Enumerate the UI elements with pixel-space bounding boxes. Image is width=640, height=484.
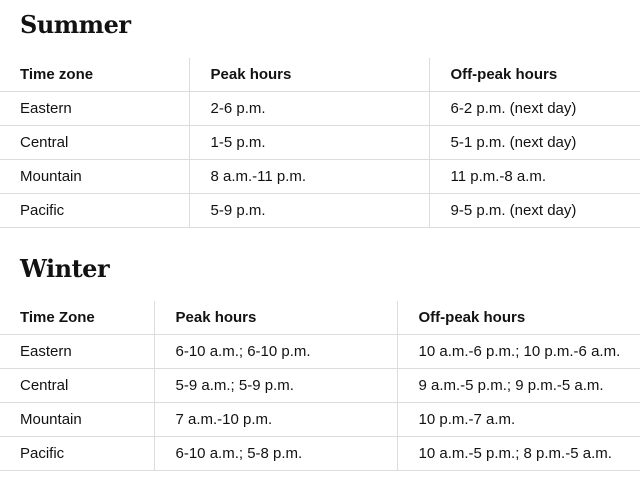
time-zone-cell: Central: [0, 126, 189, 160]
peak-hours-cell: 7 a.m.-10 p.m.: [154, 403, 397, 437]
table-row: [0, 194, 640, 228]
winter-heading: Winter: [20, 254, 110, 283]
column-header-off-peak-hours: Off-peak hours: [429, 58, 640, 92]
table-row: [0, 369, 640, 403]
off-peak-hours-cell: 5-1 p.m. (next day): [429, 126, 640, 160]
off-peak-hours-cell: 6-2 p.m. (next day): [429, 92, 640, 126]
time-zone-cell: Mountain: [0, 403, 154, 437]
column-header-time-zone: Time Zone: [0, 301, 154, 335]
table-row: [0, 160, 640, 194]
peak-hours-cell: 1-5 p.m.: [189, 126, 429, 160]
peak-hours-cell: 2-6 p.m.: [189, 92, 429, 126]
off-peak-hours-cell: 9-5 p.m. (next day): [429, 194, 640, 228]
time-zone-cell: Eastern: [0, 335, 154, 369]
off-peak-hours-cell: 10 p.m.-7 a.m.: [397, 403, 640, 437]
peak-hours-cell: 6-10 a.m.; 5-8 p.m.: [154, 437, 397, 471]
column-header-peak-hours: Peak hours: [189, 58, 429, 92]
winter-table: [0, 301, 640, 471]
column-header-time-zone: Time zone: [0, 58, 189, 92]
column-header-peak-hours: Peak hours: [154, 301, 397, 335]
summer-heading: Summer: [20, 10, 131, 39]
table-row: [0, 126, 640, 160]
summer-table: [0, 58, 640, 228]
peak-hours-cell: 5-9 p.m.: [189, 194, 429, 228]
time-zone-cell: Pacific: [0, 437, 154, 471]
peak-hours-cell: 5-9 a.m.; 5-9 p.m.: [154, 369, 397, 403]
off-peak-hours-cell: 10 a.m.-5 p.m.; 8 p.m.-5 a.m.: [397, 437, 640, 471]
table-row: [0, 335, 640, 369]
time-zone-cell: Mountain: [0, 160, 189, 194]
off-peak-hours-cell: 9 a.m.-5 p.m.; 9 p.m.-5 a.m.: [397, 369, 640, 403]
table-row: [0, 437, 640, 471]
off-peak-hours-cell: 11 p.m.-8 a.m.: [429, 160, 640, 194]
table-header-row: [0, 301, 640, 335]
time-zone-cell: Central: [0, 369, 154, 403]
off-peak-hours-cell: 10 a.m.-6 p.m.; 10 p.m.-6 a.m.: [397, 335, 640, 369]
table-row: [0, 403, 640, 437]
table-row: [0, 92, 640, 126]
time-zone-cell: Eastern: [0, 92, 189, 126]
peak-hours-cell: 6-10 a.m.; 6-10 p.m.: [154, 335, 397, 369]
peak-hours-cell: 8 a.m.-11 p.m.: [189, 160, 429, 194]
time-zone-cell: Pacific: [0, 194, 189, 228]
column-header-off-peak-hours: Off-peak hours: [397, 301, 640, 335]
table-header-row: [0, 58, 640, 92]
